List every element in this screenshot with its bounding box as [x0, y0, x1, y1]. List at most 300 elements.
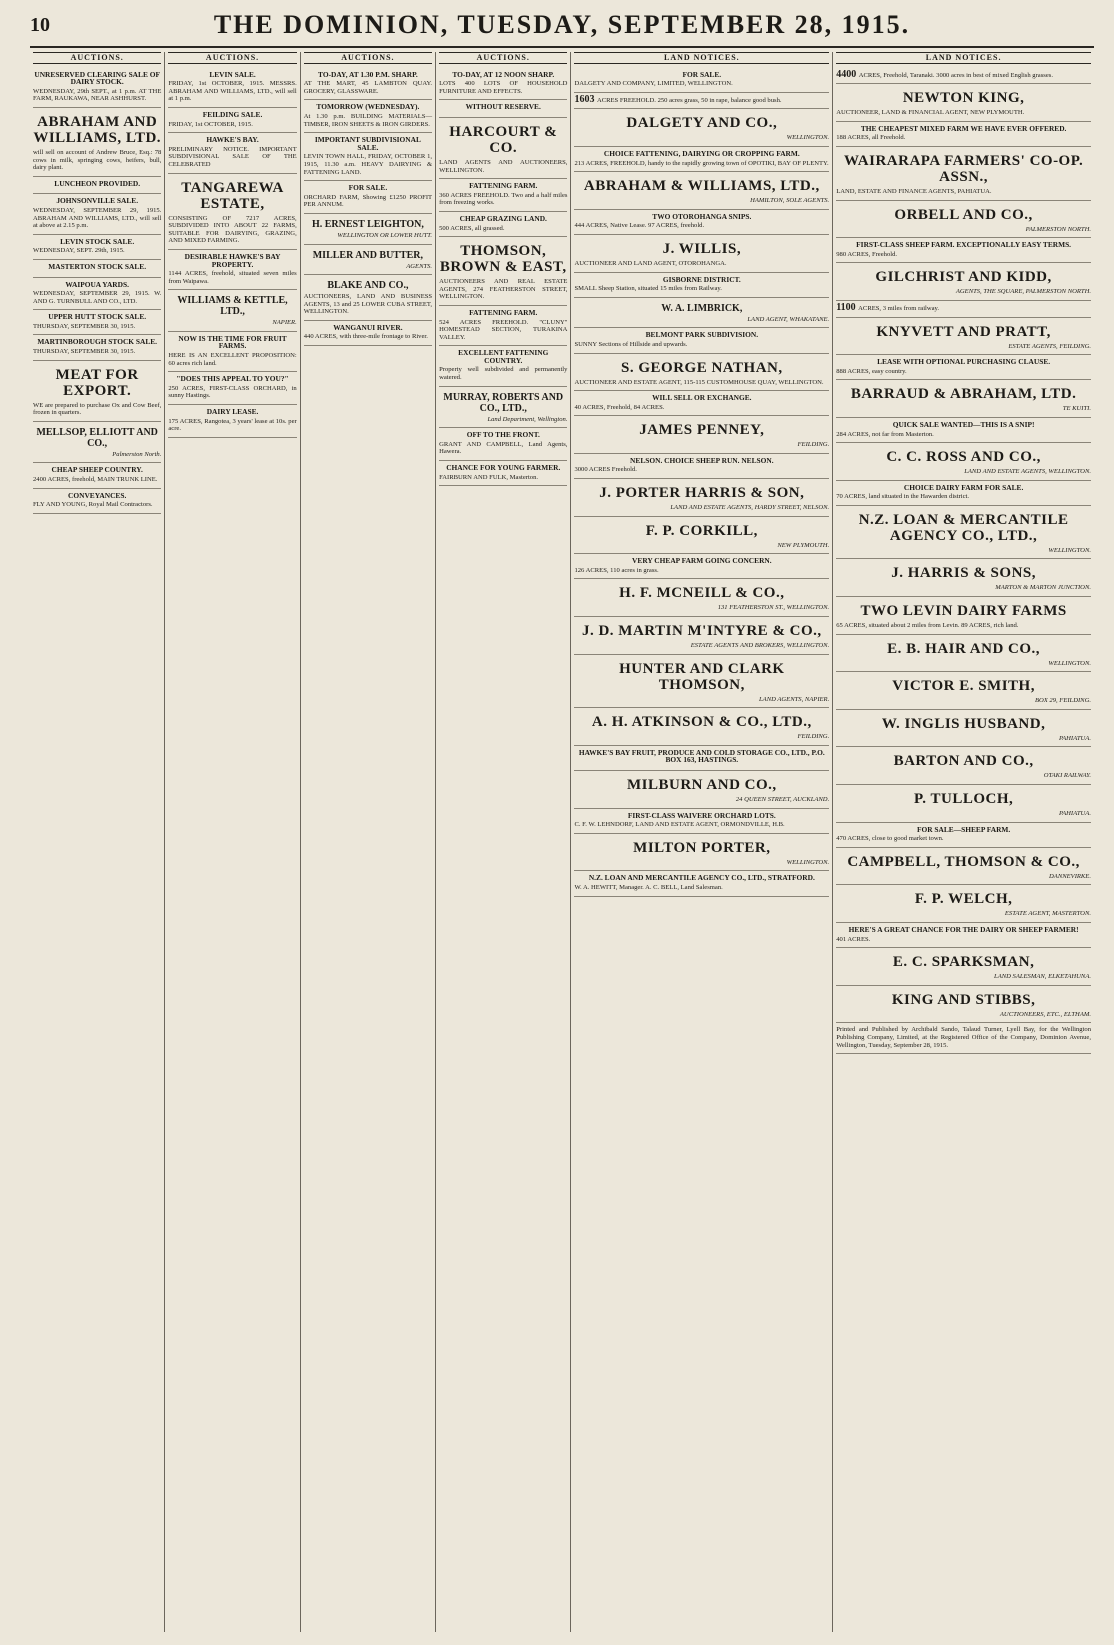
advertisement [836, 986, 1091, 1024]
ad-location: PALMERSTON NORTH. [1025, 225, 1091, 233]
advertiser-name: E. B. HAIR AND CO., [887, 640, 1041, 657]
advertiser-name: MILBURN AND CO., [626, 777, 777, 793]
ad-location: LAND AGENT, WHAKATANE. [747, 315, 830, 323]
advertisement [836, 785, 1091, 823]
ad-heading: LUNCHEON PROVIDED. [54, 178, 141, 188]
advertisement [836, 443, 1091, 481]
ad-text: 440 ACRES, with three-mile frontage to River. [303, 333, 428, 341]
advertisement [836, 885, 1091, 923]
ad-body [439, 80, 567, 95]
advertisement [836, 380, 1091, 418]
ad-body [836, 68, 1091, 80]
advertisement [836, 481, 1091, 506]
ad-text: WEDNESDAY, SEPTEMBER 29, 1915. ABRAHAM AND WILLIAMS, LTD., will sell at above at 2.15 p.m. [33, 206, 162, 230]
advertisement [836, 263, 1091, 301]
ad-text: DALGETY AND COMPANY, LIMITED, WELLINGTON. [574, 80, 733, 88]
ad-body [574, 80, 829, 88]
ad-body [33, 149, 161, 172]
ad-body [33, 323, 161, 331]
advertisement [574, 746, 829, 771]
ad-heading: CHEAP GRAZING LAND. [459, 213, 547, 223]
ad-heading: TO-DAY, AT 1.30 P.M. SHARP. [318, 69, 418, 79]
ad-location: DANNEVIRKE. [1049, 872, 1091, 880]
ad-body [168, 418, 296, 433]
ad-text: THURSDAY, SEPTEMBER 30, 1915. [33, 348, 136, 356]
advertisement [836, 506, 1091, 560]
advertisement [836, 355, 1091, 380]
ad-text: AUCTIONEERS, LAND AND BUSINESS AGENTS, 13 and 25 LOWER CUBA STREET, WELLINGTON. [303, 293, 433, 316]
ad-body [33, 501, 161, 509]
advertiser-name: ABRAHAM & WILLIAMS, LTD., [583, 178, 820, 195]
advertiser-name: J. WILLIS, [662, 240, 742, 257]
ad-body [304, 333, 432, 341]
ad-heading: OFF TO THE FRONT. [466, 430, 540, 440]
ad-text: WEDNESDAY, SEPT. 29th, 1915. [33, 247, 125, 255]
ad-heading: HERE'S A GREAT CHANCE FOR THE DAIRY OR SHEEP FARMER! [848, 925, 1079, 934]
advertisement [836, 418, 1091, 443]
advertisement [168, 332, 296, 372]
ad-location: WELLINGTON. [786, 134, 830, 142]
ad-text: WEDNESDAY, SEPTEMBER 29, 1915. W. AND G. TURNBULL AND CO., LTD. [33, 290, 162, 305]
advertisement [574, 517, 829, 555]
ad-acreage: 1603 [574, 93, 597, 105]
ad-body [574, 341, 829, 349]
ad-heading: THE CHEAPEST MIXED FARM WE HAVE EVER OFFERED. [860, 123, 1067, 133]
advertiser-name: CAMPBELL, THOMSON & CO., [847, 853, 1080, 870]
ad-body [33, 290, 161, 305]
ad-heading: JOHNSONVILLE SALE. [56, 196, 139, 206]
advertisement [439, 387, 567, 429]
advertisement [836, 597, 1091, 635]
advertiser-name: KNYVETT AND PRATT, [876, 323, 1051, 340]
advertisement [304, 133, 432, 181]
advertisement [33, 335, 161, 360]
advertisement [836, 238, 1091, 263]
ad-text: At 1.30 p.m. BUILDING MATERIALS—TIMBER, IRON SHEETS & IRON GIRDERS. [303, 112, 433, 128]
advertisement [439, 68, 567, 101]
ad-body [168, 146, 296, 169]
advertisement [33, 489, 161, 514]
ad-text: 1144 ACRES, freehold, situated seven miles from Waipawa. [168, 270, 297, 285]
ad-body [836, 109, 1091, 117]
advertisement [836, 948, 1091, 986]
ad-heading: CHOICE FATTENING, DAIRYING OR CROPPING FARM. [603, 148, 800, 158]
ad-text: FLY AND YOUNG, Royal Mail Contractors. [33, 501, 153, 509]
advertisement [574, 172, 829, 210]
advertisement [836, 147, 1091, 201]
advertisement [33, 68, 161, 108]
ad-location: WELLINGTON. [786, 858, 830, 866]
ad-body [574, 466, 829, 474]
ad-location: LAND AGENTS, NAPIER. [759, 695, 830, 703]
ad-text: LAND AGENTS AND AUCTIONEERS, WELLINGTON. [439, 158, 568, 174]
column-5 [571, 52, 833, 1632]
advertisement [168, 405, 296, 438]
advertisement [836, 1023, 1091, 1054]
advertisement [836, 848, 1091, 886]
ad-heading: WILL SELL OR EXCHANGE. [652, 393, 752, 403]
advertisement [836, 122, 1091, 147]
advertisement [574, 479, 829, 517]
advertiser-name: MILTON PORTER, [633, 839, 771, 856]
ad-text: Property well subdivided and permanently watered. [439, 366, 568, 382]
advertiser-name: C. C. ROSS AND CO., [886, 449, 1041, 466]
ad-body [574, 93, 829, 105]
ad-heading: CHANCE FOR YOUNG FARMER. [446, 463, 561, 473]
ad-body [304, 80, 432, 95]
advertisement [33, 422, 161, 464]
ad-location: AGENTS, THE SQUARE, PALMERSTON NORTH. [955, 288, 1091, 296]
ad-text: 2400 ACRES, freehold, MAIN TRUNK LINE. [33, 476, 158, 484]
ad-text: CONSISTING OF 7217 ACRES, SUBDIVIDED INTO ABOUT 22 FARMS, SUITABLE FOR DAIRYING, GRAZING, AND MIXED FARMING. [168, 214, 297, 245]
advertisement [304, 68, 432, 101]
ad-location: ESTATE AGENT, MASTERTON. [1004, 910, 1091, 918]
advertiser-name: JAMES PENNEY, [639, 422, 765, 439]
ad-location: WELLINGTON. [1048, 659, 1091, 667]
ad-heading: TWO OTOROHANGA SNIPS. [652, 211, 752, 221]
ad-heading: HAWKE'S BAY FRUIT, PRODUCE AND COLD STORAGE CO., LTD., P.O. BOX 163, HASTINGS. [578, 747, 825, 765]
advertisement [439, 237, 567, 306]
advertiser-name: W. A. LIMBRICK, [661, 302, 743, 314]
advertiser-name: S. GEORGE NATHAN, [621, 359, 783, 376]
ad-heading: MASTERTON STOCK SALE. [48, 261, 147, 271]
advertiser-name: BARRAUD & ABRAHAM, LTD. [850, 386, 1077, 403]
advertisement [304, 214, 432, 245]
ad-heading: FIRST-CLASS SHEEP FARM. EXCEPTIONALLY EASY TERMS. [856, 240, 1072, 250]
ad-text: ACRES, 3 miles from railway. [858, 304, 940, 312]
ad-location: FEILDING. [797, 733, 830, 741]
advertisement [33, 463, 161, 488]
ad-heading: CHOICE DAIRY FARM FOR SALE. [903, 482, 1024, 492]
masthead [30, 8, 1094, 48]
advertisement [168, 108, 296, 133]
ad-body [836, 493, 1091, 501]
advertiser-name: H. ERNEST LEIGHTON, [311, 218, 424, 230]
ad-body [574, 222, 829, 230]
ad-text: AUCTIONEER, LAND & FINANCIAL AGENT, NEW PLYMOUTH. [836, 109, 1025, 117]
advertisement [574, 771, 829, 809]
advertiser-name: E. C. SPARKSMAN, [892, 954, 1035, 971]
ad-body [304, 194, 432, 209]
ad-body [836, 431, 1091, 439]
advertiser-name: KING AND STIBBS, [891, 991, 1036, 1008]
ad-body [33, 476, 161, 484]
ad-text: FRIDAY, 1st OCTOBER, 1915. MESSRS. ABRAHAM AND WILLIAMS, LTD., will sell at 1 p.m. [168, 80, 297, 103]
advertisement [439, 306, 567, 346]
ad-body [168, 270, 296, 285]
ad-location: PAHIATUA. [1058, 734, 1091, 742]
section-heading: LAND NOTICES. [574, 52, 829, 64]
advertisement [33, 235, 161, 260]
ad-text: 444 ACRES, Native Lease. 97 ACRES, freehold. [574, 222, 705, 230]
advertisement [574, 210, 829, 235]
ad-heading: N.Z. LOAN AND MERCANTILE AGENCY CO., LTD., STRATFORD. [588, 873, 815, 883]
advertisement [168, 133, 296, 173]
ad-location: ESTATE AGENTS, FEILDING. [1008, 342, 1091, 350]
ad-heading: WITHOUT RESERVE. [465, 102, 541, 112]
column-2 [165, 52, 300, 1632]
ad-location: AUCTIONEERS, ETC., ELTHAM. [999, 1010, 1091, 1018]
ad-location: Land Department, Wellington. [487, 415, 568, 423]
ad-location: NEW PLYMOUTH. [777, 541, 830, 549]
ad-body [439, 441, 567, 456]
ad-location: WELLINGTON OR LOWER HUTT. [337, 231, 433, 239]
advertisement [168, 290, 296, 332]
ad-location: PAHIATUA. [1058, 810, 1091, 818]
ad-heading: FOR SALE—SHEEP FARM. [916, 824, 1011, 834]
ad-text: 188 ACRES, all Freehold. [836, 134, 906, 142]
advertisement [439, 461, 567, 486]
ad-text: 500 ACRES, all grassed. [439, 224, 505, 232]
ad-body [439, 366, 567, 381]
ad-body [304, 153, 432, 176]
ad-acreage: 1100 [836, 301, 859, 313]
ad-body [439, 192, 567, 207]
advertiser-name: DALGETY AND CO., [626, 115, 778, 132]
advertiser-name: TWO LEVIN DAIRY FARMS [860, 603, 1067, 620]
ad-body [168, 385, 296, 400]
ad-text: GRANT AND CAMPBELL, Land Agents, Hawera. [439, 440, 568, 456]
ad-heading: "DOES THIS APPEAL TO YOU?" [176, 374, 289, 384]
ad-location: Palmerston North. [112, 450, 162, 458]
ad-heading: WAIPOUA YARDS. [65, 279, 129, 289]
ad-location: 131 FEATHERSTON ST., WELLINGTON. [717, 604, 830, 612]
ad-text: AUCTIONEER AND LAND AGENT, OTOROHANGA. [574, 259, 727, 267]
ad-body [836, 301, 1091, 313]
ad-text: 360 ACRES FREEHOLD. Two and a half miles from freezing works. [439, 191, 568, 207]
advertisement [574, 617, 829, 655]
ad-location: LAND SALESMAN, ELKETAHUNA. [994, 973, 1091, 981]
advertiser-name: J. PORTER HARRIS & SON, [599, 485, 805, 502]
ad-text: Printed and Published by Archibald Sando, Talaud Turner, Lyell Bay, for the Wellington Publishing Company, Limited, at the Registered Office of the Company, Dominion Avenue, Wellington, Tuesday, September 28, 1915. [836, 1026, 1091, 1049]
ad-text: 65 ACRES, situated about 2 miles from Levin. 89 ACRES, rich land. [836, 622, 1019, 630]
section-heading: AUCTIONS. [33, 52, 161, 64]
advertisement [574, 871, 829, 896]
ad-body [836, 251, 1091, 259]
ad-body [574, 404, 829, 412]
ad-text: W. A. HEWITT, Manager. A. C. BELL, Land Salesman. [574, 883, 723, 891]
ad-location: LAND AND ESTATE AGENTS, HARDY STREET, NELSON. [670, 504, 830, 512]
ad-heading: DESIRABLE HAWKE'S BAY PROPERTY. [184, 251, 281, 269]
advertiser-name: HUNTER AND CLARK THOMSON, [619, 660, 785, 693]
advertiser-name: MELLSOP, ELLIOTT AND CO., [36, 426, 158, 449]
ad-location: AGENTS. [406, 262, 433, 270]
ad-heading: LEVIN SALE. [209, 69, 256, 79]
ad-body [33, 88, 161, 103]
ad-text: SUNNY Sections of Hillside and upwards. [574, 340, 688, 348]
ad-heading: BELMONT PARK SUBDIVISION. [645, 330, 759, 340]
advertisement [33, 361, 161, 422]
ad-text: ACRES FREEHOLD. 250 acres grass, 50 in rape, balance good bush. [596, 96, 782, 104]
ad-heading: MARTINBOROUGH STOCK SALE. [37, 337, 158, 347]
advertisement [439, 100, 567, 118]
advertisement [574, 328, 829, 353]
ad-text: LOTS 400 LOTS OF HOUSEHOLD FURNITURE AND EFFECTS. [439, 80, 568, 95]
ad-body [439, 159, 567, 174]
advertiser-name: ORBELL AND CO., [894, 206, 1033, 223]
ad-body [33, 402, 161, 417]
ad-heading: NELSON. CHOICE SHEEP RUN. NELSON. [630, 455, 774, 465]
advertisement [574, 834, 829, 872]
column-3 [301, 52, 436, 1632]
advertisement [439, 346, 567, 386]
advertiser-name: J. HARRIS & SONS, [891, 565, 1036, 582]
advertisement [574, 147, 829, 172]
advertisement [304, 245, 432, 276]
advertisement [574, 416, 829, 454]
advertisement [836, 635, 1091, 673]
ad-text: 175 ACRES, Rangotea, 3 years' lease at 10s. per acre. [168, 417, 297, 433]
ad-heading: IMPORTANT SUBDIVISIONAL SALE. [314, 135, 421, 152]
advertiser-name: HARCOURT & CO. [449, 123, 558, 156]
ad-heading: FOR SALE. [682, 69, 722, 79]
advertiser-name: MILLER AND BUTTER, [312, 249, 424, 261]
advertiser-name: GILCHRIST AND KIDD, [875, 269, 1052, 286]
ad-location: WELLINGTON. [1048, 546, 1091, 554]
advertiser-name: MEAT FOR EXPORT. [55, 366, 139, 399]
ad-location: LAND AND ESTATE AGENTS, WELLINGTON. [964, 468, 1091, 476]
column-6 [833, 52, 1094, 1632]
advertisement [836, 747, 1091, 785]
ad-text: WE are prepared to purchase Ox and Cow Beef, frozen in quarters. [33, 401, 162, 417]
ad-body [836, 134, 1091, 142]
ad-text: 70 ACRES, land situated in the Hawarden district. [836, 493, 969, 501]
column-4 [436, 52, 571, 1632]
ad-body [836, 936, 1091, 944]
ad-text: 250 ACRES, FIRST-CLASS ORCHARD, in sunny Hastings. [168, 384, 297, 400]
ad-text: PRELIMINARY NOTICE. IMPORTANT SUBDIVISIONAL SALE OF THE CELEBRATED [168, 145, 297, 168]
ad-text: C. F. W. LEHNDORF, LAND AND ESTATE AGENT, ORMONDVILLE, H.B. [574, 821, 785, 829]
ad-text: AUCTIONEERS AND REAL ESTATE AGENTS, 274 FEATHERSTON STREET, WELLINGTON. [439, 278, 568, 301]
ad-body [33, 207, 161, 230]
ad-location: 24 QUEEN STREET, AUCKLAND. [735, 796, 830, 803]
page-columns [30, 52, 1094, 1632]
advertisement [168, 372, 296, 405]
ad-body [33, 247, 161, 255]
advertisement [836, 672, 1091, 710]
advertiser-name: MURRAY, ROBERTS AND CO., LTD., [443, 391, 564, 414]
ad-heading: FOR SALE. [348, 183, 388, 193]
ad-text: 980 ACRES, Freehold. [836, 250, 898, 258]
ad-text: WEDNESDAY, 29th SEPT., at 1 p.m. AT THE FARM, RAUKAWA, NEAR ASHHURST. [33, 87, 162, 103]
ad-acreage: 4400 [836, 68, 859, 80]
advertisement [574, 109, 829, 147]
ad-heading: DAIRY LEASE. [206, 407, 259, 417]
ad-body [574, 285, 829, 293]
ad-body [304, 293, 432, 316]
advertisement [574, 391, 829, 416]
ad-text: 470 ACRES, close to good market town. [836, 835, 944, 843]
advertisement [33, 177, 161, 195]
ad-location: OTAKI RAILWAY. [1043, 772, 1091, 780]
advertiser-name: N.Z. LOAN & MERCANTILE AGENCY CO., LTD., [858, 511, 1069, 544]
advertisement [33, 278, 161, 311]
ad-heading: FATTENING FARM. [469, 307, 538, 317]
ad-heading: UNRESERVED CLEARING SALE OF DAIRY STOCK. [34, 69, 160, 87]
ad-text: 888 ACRES, easy country. [836, 367, 907, 375]
advertisement [439, 179, 567, 212]
ad-body [574, 379, 829, 387]
advertiser-name: THOMSON, BROWN & EAST, [439, 243, 567, 276]
advertiser-name: F. P. CORKILL, [645, 522, 758, 539]
advertisement [33, 108, 161, 177]
ad-body [836, 368, 1091, 376]
ad-text: LAND, ESTATE AND FINANCE AGENTS, PAHIATUA. [836, 187, 992, 195]
ad-text: 213 ACRES, FREEHOLD, handy to the rapidly growing town of OPOTIKI, BAY OF PLENTY. [574, 159, 829, 167]
advertisement [304, 100, 432, 133]
advertiser-name: A. H. ATKINSON & CO., LTD., [591, 714, 812, 731]
advertisement [574, 273, 829, 298]
ad-heading: FEILDING SALE. [202, 109, 263, 119]
advertisement [168, 174, 296, 250]
advertisement [836, 84, 1091, 122]
advertiser-name: W. INGLIS HUSBAND, [881, 715, 1046, 732]
advertiser-name: J. D. MARTIN M'INTYRE & CO., [581, 623, 822, 640]
ad-text: 401 ACRES. [836, 935, 871, 943]
advertisement [168, 68, 296, 108]
advertiser-name: VICTOR E. SMITH, [892, 678, 1035, 695]
advertisement [574, 579, 829, 617]
ad-heading: QUICK SALE WANTED—THIS IS A SNIP! [892, 419, 1035, 429]
ad-location: HAMILTON, SOLE AGENTS. [750, 197, 830, 205]
ad-body [574, 821, 829, 829]
advertisement [33, 260, 161, 278]
ad-heading: HAWKE'S BAY. [206, 135, 259, 145]
advertiser-name: F. P. WELCH, [914, 891, 1013, 908]
advertisement [836, 710, 1091, 748]
ad-text: HERE IS AN EXCELLENT PROPOSITION: 60 acres rich land. [168, 352, 297, 367]
ad-text: AT THE MART, 45 LAMBTON QUAY. GROCERY, GLASSWARE. [303, 80, 433, 95]
advertiser-name: WILLIAMS & KETTLE, LTD., [177, 295, 288, 318]
ad-text: SMALL Sheep Station, situated 15 miles from Railway. [574, 285, 722, 293]
section-heading: AUCTIONS. [439, 52, 567, 64]
advertisement [836, 823, 1091, 848]
advertisement [574, 554, 829, 579]
ad-heading: FATTENING FARM. [469, 181, 538, 191]
ad-heading: UPPER HUTT STOCK SALE. [48, 312, 147, 322]
section-heading: AUCTIONS. [304, 52, 432, 64]
advertisement [836, 923, 1091, 948]
ad-heading: NOW IS THE TIME FOR FRUIT FARMS. [178, 333, 287, 351]
ad-text: 3000 ACRES Freehold. [574, 466, 637, 474]
ad-heading: WANGANUI RIVER. [333, 322, 403, 332]
ad-body [836, 1026, 1091, 1049]
advertisement [574, 93, 829, 110]
ad-text: 524 ACRES FREEHOLD. "CLUNY" HOMESTEAD SECTION, TURAKINA VALLEY. [439, 318, 568, 341]
advertisement [574, 354, 829, 392]
ad-body [574, 567, 829, 575]
ad-location: MARTON & MARTON JUNCTION. [995, 584, 1091, 592]
ad-body [168, 121, 296, 129]
ad-heading: TOMORROW (WEDNESDAY). [316, 102, 420, 112]
advertisement [33, 310, 161, 335]
ad-body [439, 319, 567, 342]
ad-body [574, 160, 829, 168]
advertisement [574, 298, 829, 329]
ad-body [574, 884, 829, 892]
ad-body [836, 188, 1091, 196]
advertisement [304, 181, 432, 214]
advertisement [574, 809, 829, 834]
ad-location: ESTATE AGENTS AND BROKERS, WELLINGTON. [690, 642, 830, 650]
advertiser-name: P. TULLOCH, [913, 791, 1014, 808]
ad-location: NAPIER. [272, 319, 297, 327]
ad-body [836, 622, 1091, 630]
advertiser-name: TANGAREWA ESTATE, [181, 179, 284, 212]
ad-body [836, 835, 1091, 843]
ad-location: BOX 29, FEILDING. [1034, 697, 1091, 705]
ad-heading: FIRST-CLASS WAIVERE ORCHARD LOTS. [627, 810, 776, 820]
